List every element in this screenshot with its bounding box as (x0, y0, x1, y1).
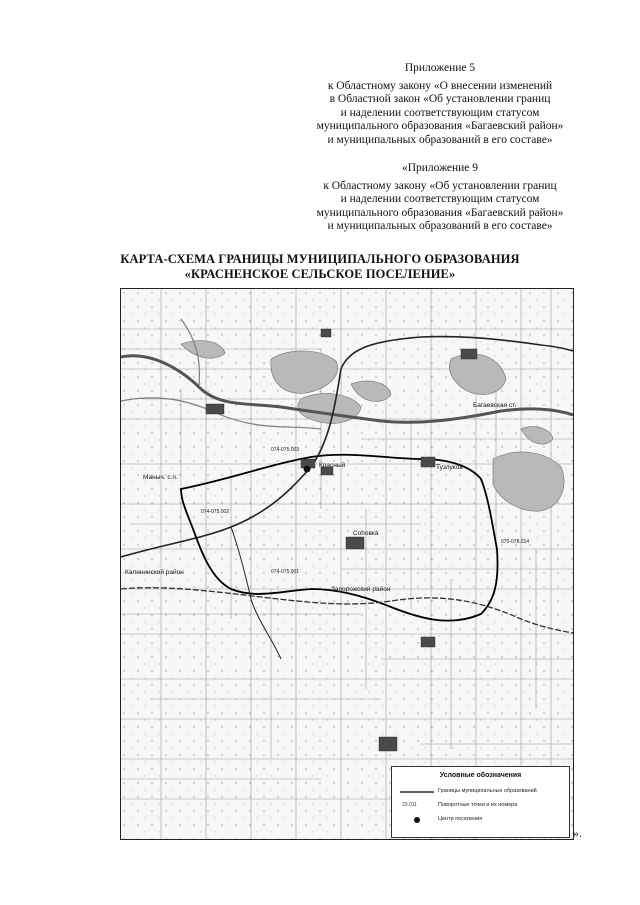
legend-center-label: Центр поселения (438, 816, 483, 822)
place-label-sopovka: Соповка (353, 530, 379, 537)
document-title (0, 252, 640, 282)
title-line-2: «КРАСНЕНСКОЕ СЕЛЬСКОЕ ПОСЕЛЕНИЕ» (184, 267, 456, 281)
appendix-5-title: Приложение 5 (404, 62, 476, 74)
appendix-5-line: и наделении соответствующим статусом (340, 106, 540, 119)
appendix-9-line: и наделении соответствующим статусом (340, 193, 540, 205)
point-label: 074-075.001 (271, 569, 300, 575)
appendix-5-line: и муниципальных образований в его составе» (327, 133, 553, 146)
place-label-kalinin: Калининский район (125, 569, 184, 576)
point-label: 074-075.003 (271, 447, 300, 453)
appendix-9-line: и муниципальных образований в его составе» (327, 220, 553, 232)
place-label-krasny: Красный (319, 462, 346, 469)
map-background (121, 289, 573, 839)
appendix-9-line: муниципального образования «Багаевский район» (316, 206, 564, 219)
title-line-1: КАРТА-СХЕМА ГРАНИЦЫ МУНИЦИПАЛЬНОГО ОБРАЗОВАНИЯ (120, 252, 520, 266)
center-dot-icon (398, 814, 436, 826)
map-legend (391, 766, 570, 838)
legend-row-points (392, 800, 569, 814)
appendix-9-line: к Областному закону «Об установлении границ (323, 179, 557, 192)
point-label: 074-075.002 (201, 509, 230, 515)
appendix-5-block (260, 62, 620, 147)
place-label-zaporozh: Запорожский район (331, 586, 391, 593)
closing-quote: ». (573, 826, 582, 840)
legend-boundary-label: Границы муниципальных образований (438, 788, 537, 794)
appendix-5-line: в Областной закон «Об установлении границ (329, 93, 551, 105)
legend-row-boundary (392, 786, 569, 800)
place-label-bagaevka: Багаевская ст. (473, 402, 517, 409)
appendix-9-block (260, 162, 620, 234)
place-label-tuzlukov: Тузлуков (436, 464, 463, 471)
appendix-5-line: муниципального образования «Багаевский район» (316, 120, 564, 132)
appendix-9-title: «Приложение 9 (401, 162, 479, 174)
boundary-line-icon (398, 786, 436, 798)
legend-row-center (392, 814, 569, 828)
map-canvas (121, 289, 573, 839)
legend-points-label: Поворотные точки и их номера (438, 802, 518, 808)
appendix-5-line: к Областному закону «О внесении изменений (327, 79, 553, 92)
settlement-center-marker (304, 466, 311, 473)
place-label-manychskoe: Маныч. с.п. (143, 474, 178, 481)
legend-points-sample: 23.011 (402, 802, 417, 808)
point-label: 075-078.014 (501, 539, 530, 545)
legend-title: Условные обозначения (439, 772, 522, 779)
map-frame (120, 288, 574, 840)
